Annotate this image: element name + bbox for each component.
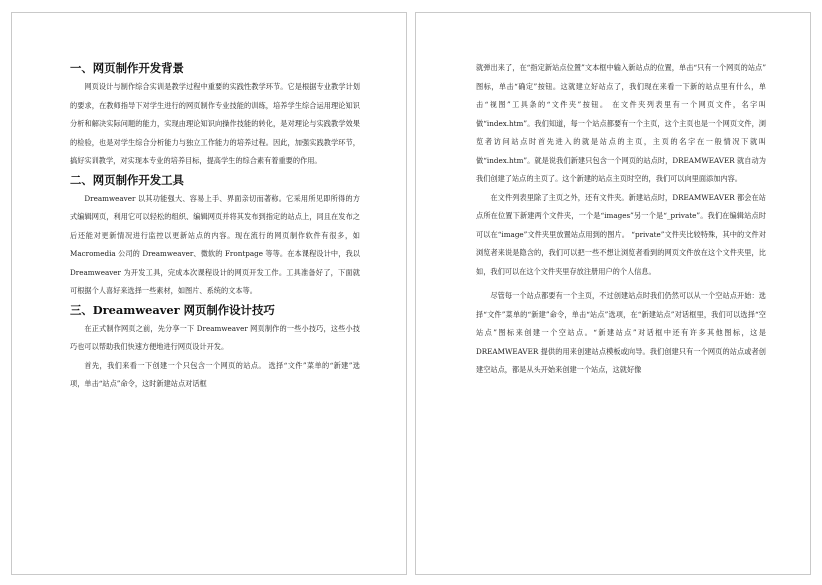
heading-tools: 二、网页制作开发工具 (70, 172, 184, 187)
heading-background: 一、网页制作开发背景 (70, 61, 184, 75)
document-page-left (11, 12, 407, 575)
page-content (476, 59, 766, 380)
paragraph-folders: 在文件列表里除了主页之外，还有文件夹。新建站点时，DREAMWEAVER 都会在站点所在位置下新建两个文件夹，一个是“images”另一个是“_private”。我们在编辑站点时可以在“image”文件夹里放置站点用到的图片。 “private”文件夹比较特殊，其中的文件对浏览者来说是隐含的，我们可以把一些不想让浏览者看到的网页文件放在这个文件夹里，比如，我们可以在这个文件夹里存放注册用户的个人信息。 (476, 192, 766, 276)
document-page-right (415, 12, 811, 575)
paragraph-tools: Dreamweaver 以其功能强大、容易上手、界面亲切而著称。它采用所见即所得的方式编辑网页，利用它可以轻松的组织、编辑网页并将其发布到指定的站点上，同且在发布之后还能对更新情况进行监控以更新站点的内容。现在流行的网页制作软件有很多，如 Macromedia 公司的 Dreamweaver、微软的 Frontpage 等等。在本课程设计中，我以 Dreamweaver 为开发工具，完成本次课程设计的网页开发工作。工具准备好了，下面就可根据个人喜好来选择一些素材，如图片、系统的文本等。 (70, 193, 360, 295)
paragraph-background: 网页设计与制作综合实训是教学过程中重要的实践性教学环节。它是根据专业教学计划的要求，在教师指导下对学生进行的网页制作专业技能的训练，培养学生综合运用理论知识分析和解决实际问题的能力，实现由理论知识向操作技能的转化，是对理论与实践教学效果的检验，也是对学生综合分析能力与独立工作能力的培养过程。因此，加强实践教学环节，搞好实训教学，对实现本专业的培养目标，提高学生的综合素有着重要的作用。 (70, 82, 360, 165)
page-content (70, 59, 360, 394)
paragraph-tips-intro: 在正式制作网页之前，先分享一下 Dreamweaver 网页制作的一些小技巧，这些小技巧也可以帮助我们快速方便地进行网页设计开发。 (70, 323, 360, 351)
heading-tips: 三、Dreamweaver 网页制作设计技巧 (70, 302, 275, 317)
paragraph-continued: 就弹出来了，在“指定新站点位置”文本框中输入新站点的位置，单击“只有一个网页的站点” 图标，单击“确定”按钮。这就建立好站点了，我们现在来看一下新的站点里有什么，单击“视图”工具条的“文件夹”按钮。 在文件夹列表里有一个网页文件，名字叫做“index.htm”。我们知道，每一个站点都要有一个主页，这个主页也是一个网页文件，浏览者访问站点时首先进入的就是站点的主页，主页的名字在一般情况下就叫做“index.htm”。就是说我们新建只包含一个网页的站点时，DREAMWEAVER 就自动为我们创建了站点的主页了。这个新建的站点主页时空的，我们可以向里面添加内容。 (476, 63, 766, 183)
paragraph-tips-first: 首先，我们来看一下创建一个只包含一个网页的站点。 选择“文件”菜单的“新建”选项，单击“站点”命令，这时新建站点对话框 (70, 360, 360, 388)
paragraph-empty-site: 尽管每一个站点都要有一个主页，不过创建站点时我们仍然可以从一个空站点开始：选择“文件”菜单的“新建”命令，单击“站点”选项，在“新建站点”对话框里，我们可以选择“空站点”图标来创建一个空站点。“新建站点”对话框中还有许多其他图标，这是 DREAMWEAVER 提供的用来创建站点模板或向导。我们创建只有一个网页的站点或者创建空站点，都是从头开始来创建一个站点，这就好像 (476, 291, 766, 374)
